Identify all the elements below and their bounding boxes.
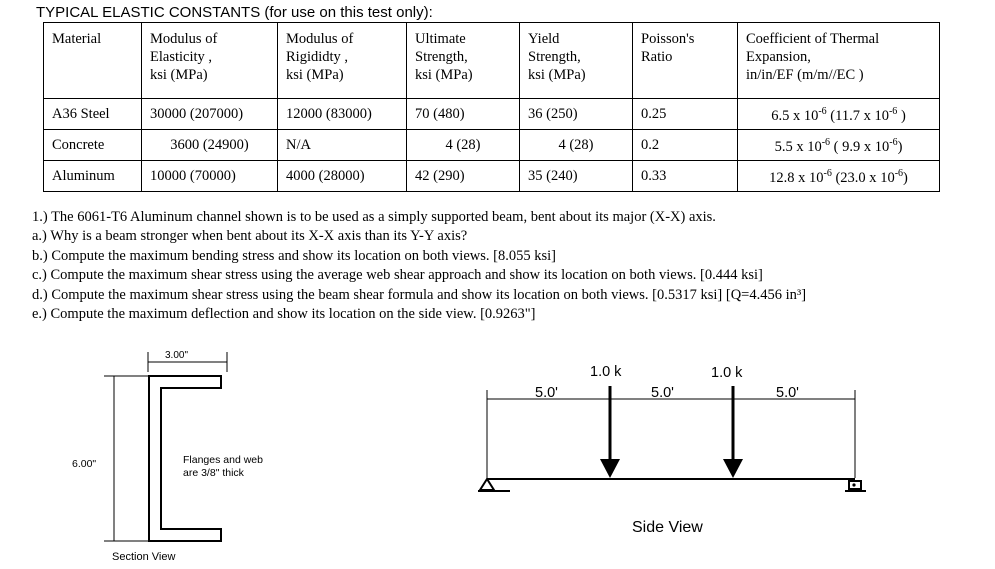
- header-thermal-expansion: Coefficient of Thermal Expansion, in/in/EF (m/m//EC ): [738, 23, 940, 99]
- cell-material: A36 Steel: [44, 99, 142, 130]
- load-label-1: 1.0 k: [590, 364, 622, 380]
- down-arrow-icon: [600, 386, 620, 478]
- cell-yield: 4 (28): [520, 130, 633, 161]
- height-dimension-label: 6.00": [72, 458, 97, 470]
- span-label-1: 5.0': [535, 385, 558, 401]
- question-intro: 1.) The 6061-T6 Aluminum channel shown is to be used as a simply supported beam, bent about its major (X-X) axis.: [32, 209, 716, 225]
- question-b: b.) Compute the maximum bending stress and show its location on both views. [8.055 ksi]: [32, 247, 556, 264]
- cell-elasticity: 3600 (24900): [142, 130, 278, 161]
- load-label-2: 1.0 k: [711, 365, 743, 381]
- thickness-note-line1: Flanges and web: [183, 454, 263, 466]
- cell-material: Aluminum: [44, 161, 142, 192]
- cell-ultimate: 70 (480): [407, 99, 520, 130]
- section-view-caption: Section View: [112, 551, 176, 563]
- question-c: c.) Compute the maximum shear stress using the average web shear approach and show its location on both views. [0.444 ksi]: [32, 267, 763, 284]
- cell-elasticity: 10000 (70000): [142, 161, 278, 192]
- header-modulus-rigidity: Modulus of Rigididty , ksi (MPa): [278, 23, 407, 99]
- span-label-2: 5.0': [651, 385, 674, 401]
- cell-material: Concrete: [44, 130, 142, 161]
- cell-rigidity: N/A: [278, 130, 407, 161]
- cell-thermal: 12.8 x $10^{-6}$ (23.0 x $10^{-6}$): [738, 161, 940, 192]
- header-material: Material: [44, 23, 142, 99]
- cell-ultimate: 42 (290): [407, 161, 520, 192]
- cell-thermal: 6.5 x $10^{-6}$ (11.7 x $10^{-6}$ ): [738, 99, 940, 130]
- cell-thermal: 5.5 x $10^{-6}$ ( 9.9 x $10^{-6}$): [738, 130, 940, 161]
- thickness-note-line2: are 3/8" thick: [183, 467, 244, 479]
- cell-poisson: 0.25: [633, 99, 738, 130]
- down-arrow-icon: [723, 386, 743, 478]
- question-e: e.) Compute the maximum deflection and show its location on the side view. [0.9263"]: [32, 306, 536, 323]
- header-yield-strength: Yield Strength, ksi (MPa): [520, 23, 633, 99]
- section-view: [72, 350, 263, 563]
- cell-elasticity: 30000 (207000): [142, 99, 278, 130]
- cell-yield: 36 (250): [520, 99, 633, 130]
- roller-support-icon: [845, 481, 866, 491]
- cell-poisson: 0.2: [633, 130, 738, 161]
- span-label-3: 5.0': [776, 385, 799, 401]
- cell-yield: 35 (240): [520, 161, 633, 192]
- cell-ultimate: 4 (28): [407, 130, 520, 161]
- side-view-caption: Side View: [632, 519, 703, 536]
- header-ultimate-strength: Ultimate Strength, ksi (MPa): [407, 23, 520, 99]
- width-dimension-label: 3.00": [165, 350, 189, 361]
- header-poisson-ratio: Poisson's Ratio: [633, 23, 738, 99]
- cell-rigidity: 4000 (28000): [278, 161, 407, 192]
- cell-rigidity: 12000 (83000): [278, 99, 407, 130]
- cell-poisson: 0.33: [633, 161, 738, 192]
- question-d: d.) Compute the maximum shear stress using the beam shear formula and show its location on both views. [0.5317 ksi] [Q=4.456 in³]: [32, 286, 807, 303]
- pin-support-icon: [478, 479, 510, 491]
- side-view: [478, 364, 866, 536]
- question-a: a.) Why is a beam stronger when bent about its X-X axis than its Y-Y axis?: [32, 228, 468, 245]
- header-modulus-elasticity: Modulus of Elasticity , ksi (MPa): [142, 23, 278, 99]
- page-heading: TYPICAL ELASTIC CONSTANTS (for use on this test only):: [36, 4, 433, 21]
